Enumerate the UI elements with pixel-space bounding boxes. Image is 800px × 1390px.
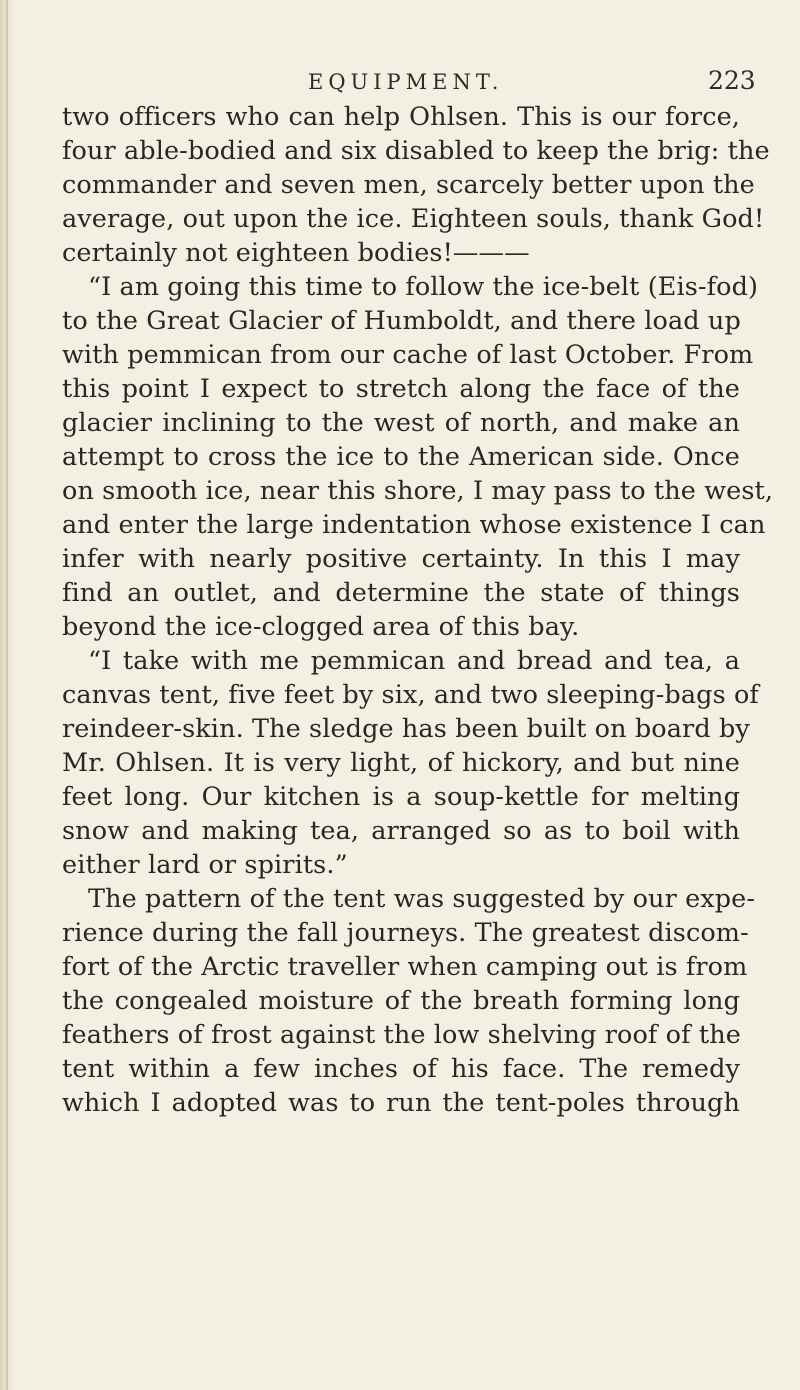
text-line: either lard or spirits.” <box>62 850 348 880</box>
running-title: EQUIPMENT. <box>308 70 504 94</box>
text-line: attempt to cross the ice to the American side. Once <box>62 442 740 472</box>
text-line: certainly not eighteen bodies!——— <box>62 238 530 268</box>
page-number: 223 <box>708 66 756 95</box>
text-line: infer with nearly positive certainty. In this I may <box>62 544 740 574</box>
text-line: reindeer-skin. The sledge has been built on board by <box>62 714 750 744</box>
text-line: feet long. Our kitchen is a soup-kettle for melting <box>62 782 740 812</box>
text-line: commander and seven men, scarcely better upon the <box>62 170 755 200</box>
text-line: to the Great Glacier of Humboldt, and there load up <box>62 306 741 336</box>
text-line: canvas tent, five feet by six, and two sleeping-bags of <box>62 680 759 710</box>
text-line: on smooth ice, near this shore, I may pass to the west, <box>62 476 774 506</box>
text-line: rience during the fall journeys. The greatest discom- <box>62 918 749 948</box>
text-line: tent within a few inches of his face. The remedy <box>62 1054 740 1084</box>
text-line: “I am going this time to follow the ice-belt (Eis-fod) <box>88 272 759 302</box>
text-line: average, out upon the ice. Eighteen souls, thank God! <box>62 204 765 234</box>
text-line: four able-bodied and six disabled to keep the brig: the <box>62 136 770 166</box>
text-line: the congealed moisture of the breath forming long <box>62 986 740 1016</box>
text-line: which I adopted was to run the tent-poles through <box>62 1088 740 1118</box>
text-line: snow and making tea, arranged so as to boil with <box>62 816 740 846</box>
text-line: glacier inclining to the west of north, and make an <box>62 408 740 438</box>
text-line: find an outlet, and determine the state of things <box>62 578 740 608</box>
text-line: Mr. Ohlsen. It is very light, of hickory, and but nine <box>62 748 740 778</box>
text-line: beyond the ice-clogged area of this bay. <box>62 612 580 642</box>
text-line: two officers who can help Ohlsen. This is our force, <box>62 102 740 132</box>
text-line: fort of the Arctic traveller when camping out is from <box>62 952 748 982</box>
text-line: feathers of frost against the low shelving roof of the <box>62 1020 741 1050</box>
text-line: “I take with me pemmican and bread and tea, a <box>88 646 740 676</box>
text-line: and enter the large indentation whose existence I can <box>62 510 766 540</box>
text-line: this point I expect to stretch along the face of the <box>62 374 740 404</box>
text-line: with pemmican from our cache of last October. From <box>62 340 754 370</box>
text-line: The pattern of the tent was suggested by our expe- <box>88 884 756 914</box>
